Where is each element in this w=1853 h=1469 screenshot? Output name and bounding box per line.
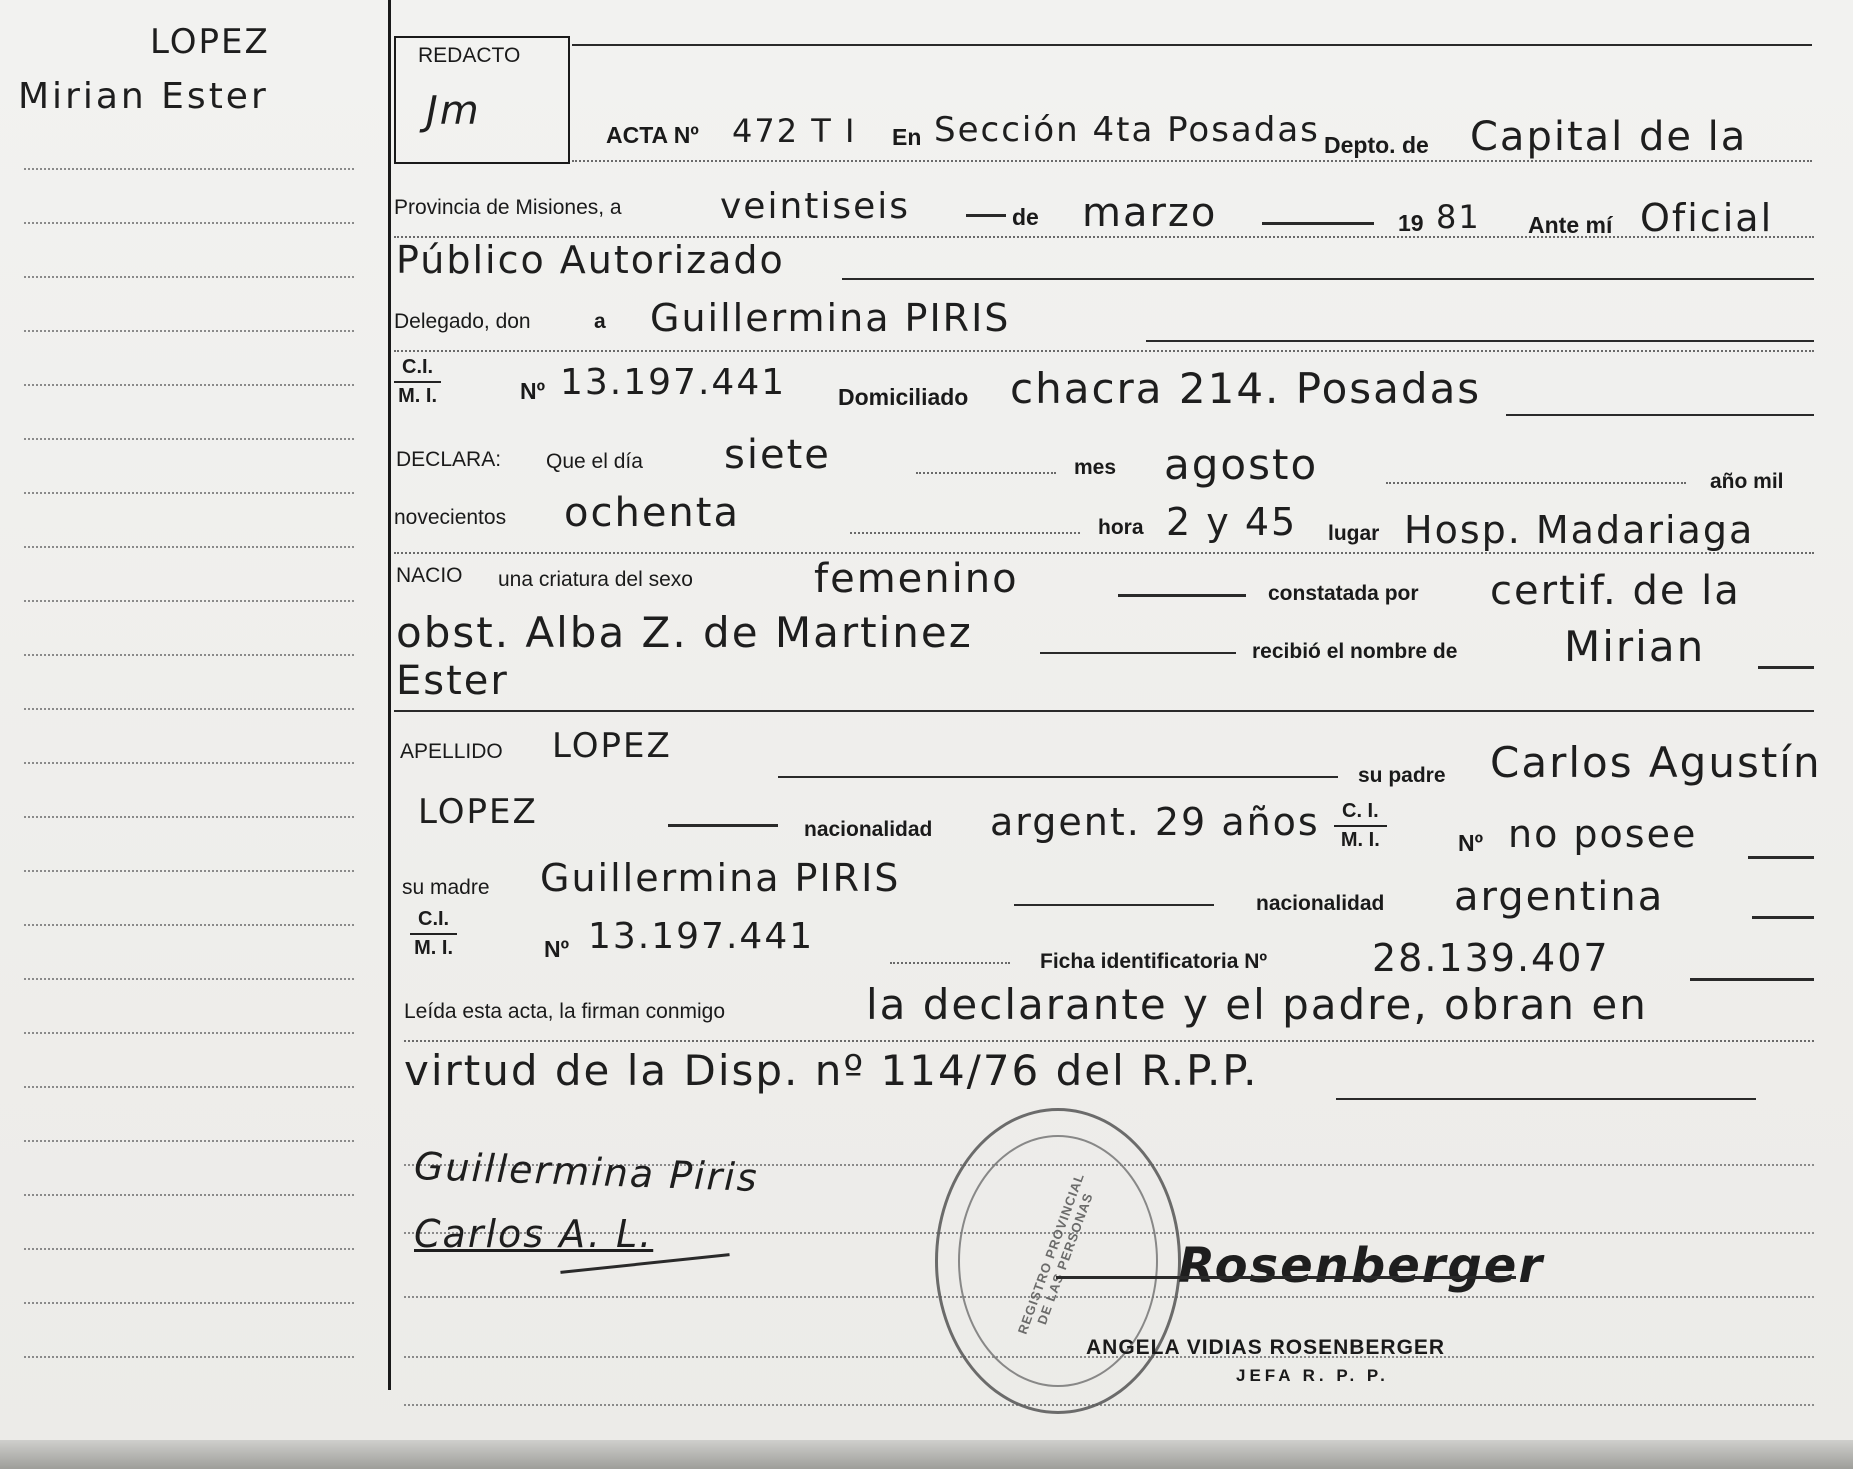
apellido-dash xyxy=(778,776,1338,778)
madre-nac-value: argentina xyxy=(1454,874,1665,920)
constatada-value: certif. de la xyxy=(1490,568,1741,614)
signature-left-2: Carlos A. L. xyxy=(414,1212,654,1256)
margin-ruled-line xyxy=(24,1302,354,1304)
margin-column xyxy=(0,0,380,1440)
doc1-no-label: Nº xyxy=(520,378,546,404)
year-suffix: 81 xyxy=(1436,198,1481,236)
doc1-frac-num: C.I. xyxy=(394,356,441,383)
margin-ruled-line xyxy=(24,438,354,440)
margin-ruled-line xyxy=(24,708,354,710)
acta-label: ACTA Nº xyxy=(606,122,699,148)
doc1-fraction xyxy=(394,356,441,408)
line4-underline xyxy=(394,350,1814,352)
officer-title: JEFA R. P. P. xyxy=(1236,1366,1389,1385)
margin-ruled-line xyxy=(24,384,354,386)
padre-nac-value: argent. 29 años xyxy=(990,800,1320,844)
padre-fraction xyxy=(1334,800,1387,852)
padre-value: Carlos Agustín xyxy=(1490,738,1822,787)
margin-ruled-line xyxy=(24,546,354,548)
de-label: de xyxy=(1012,204,1039,230)
provincia-label: Provincia de Misiones, a xyxy=(394,196,622,219)
margin-ruled-line xyxy=(24,924,354,926)
hora-value: 2 y 45 xyxy=(1166,500,1298,544)
padre-no-dash xyxy=(1748,856,1814,859)
margin-ruled-line xyxy=(24,1140,354,1142)
officer-name: ANGELA VIDIAS ROSENBERGER xyxy=(1086,1336,1446,1359)
top-rule xyxy=(572,44,1812,46)
margin-ruled-line xyxy=(24,654,354,656)
doc2-frac-num: C.I. xyxy=(410,908,457,935)
section-rule xyxy=(394,710,1814,712)
constatada-label: constatada por xyxy=(1268,582,1419,605)
year-prefix: 19 xyxy=(1398,210,1424,236)
month-value: marzo xyxy=(1082,190,1218,236)
margin-ruled-line xyxy=(24,1356,354,1358)
padre-nac-label: nacionalidad xyxy=(804,818,933,841)
doc2-number: 13.197.441 xyxy=(588,916,815,957)
obst-dash xyxy=(1040,652,1236,654)
madre-nac-label: nacionalidad xyxy=(1256,892,1385,915)
margin-ruled-line xyxy=(24,1032,354,1034)
nacio-label: NACIO xyxy=(396,564,463,587)
doc1-number: 13.197.441 xyxy=(560,362,787,403)
madre-label: su madre xyxy=(402,876,490,899)
ester-value: Ester xyxy=(396,658,509,704)
declara-label: DECLARA: xyxy=(396,448,502,471)
depto-value: Capital de la xyxy=(1470,114,1748,160)
declara-month-fill xyxy=(1386,482,1686,484)
doc2-no-label: Nº xyxy=(544,936,570,962)
declara-month: agosto xyxy=(1164,440,1319,489)
doc2-frac-den: M. I. xyxy=(414,937,453,959)
margin-given-names: Mirian Ester xyxy=(18,76,269,117)
margin-ruled-line xyxy=(24,222,354,224)
novecientos-value: ochenta xyxy=(564,490,740,536)
ante-label: Ante mí xyxy=(1528,212,1613,238)
doc1-frac-den: M. I. xyxy=(398,385,437,407)
padre-frac-den: M. I. xyxy=(1340,829,1380,851)
margin-ruled-line xyxy=(24,330,354,332)
acta-number: 472 T I xyxy=(732,112,857,150)
domicilio-dash xyxy=(1506,414,1814,416)
margin-ruled-line xyxy=(24,1086,354,1088)
delegado-value: Guillermina PIRIS xyxy=(650,296,1011,340)
padre-frac-num: C. I. xyxy=(1334,800,1387,827)
doc2-fraction xyxy=(410,908,457,960)
redacto-initials: Jm xyxy=(426,88,481,134)
padre-surname: LOPEZ xyxy=(418,792,538,832)
line3-value: Público Autorizado xyxy=(396,238,785,282)
day-dash xyxy=(966,214,1006,217)
margin-ruled-line xyxy=(24,276,354,278)
ficha-label: Ficha identificatoria Nº xyxy=(1040,950,1268,973)
ficha-value: 28.139.407 xyxy=(1372,936,1610,980)
leida-value1: la declarante y el padre, obran en xyxy=(866,980,1648,1029)
leida-value2: virtud de la Disp. nº 114/76 del R.P.P. xyxy=(404,1046,1259,1095)
obst-value: obst. Alba Z. de Martinez xyxy=(396,608,973,657)
depto-label: Depto. de xyxy=(1324,132,1429,158)
ante-value: Oficial xyxy=(1640,196,1774,240)
leida-dash xyxy=(1336,1098,1756,1100)
margin-ruled-line xyxy=(24,978,354,980)
apellido-value: LOPEZ xyxy=(552,726,672,766)
domicilio-value: chacra 214. Posadas xyxy=(1010,364,1482,413)
delegado-label: Delegado, don xyxy=(394,310,531,333)
margin-ruled-line xyxy=(24,492,354,494)
line1-underline xyxy=(572,160,1812,162)
redacto-label: REDACTO xyxy=(418,44,521,67)
declara-que-label: Que el día xyxy=(546,450,643,473)
margin-ruled-line xyxy=(24,168,354,170)
nombre-dash xyxy=(1758,666,1814,669)
signature-left-1: Guillermina Piris xyxy=(413,1143,760,1201)
hora-label: hora xyxy=(1098,516,1144,539)
nacio-dash xyxy=(1118,594,1246,597)
domicilio-label: Domiciliado xyxy=(838,384,969,410)
padre-no-label: Nº xyxy=(1458,830,1484,856)
nombre-value: Mirian xyxy=(1564,622,1706,671)
margin-ruled-line xyxy=(24,1248,354,1250)
madre-dash xyxy=(1014,904,1214,906)
margin-ruled-line xyxy=(24,870,354,872)
recibio-label: recibió el nombre de xyxy=(1252,640,1458,663)
margin-ruled-line xyxy=(24,816,354,818)
official-seal xyxy=(935,1108,1181,1414)
redacto-box xyxy=(394,36,570,164)
novecientos-fill xyxy=(850,532,1080,534)
apellido-label: APELLIDO xyxy=(400,740,503,763)
scan-edge xyxy=(0,1440,1853,1469)
ficha-dash xyxy=(1690,978,1814,981)
leida-label: Leída esta acta, la firman conmigo xyxy=(404,1000,726,1023)
madre-nac-dash xyxy=(1752,916,1814,919)
nacio-sexo: femenino xyxy=(814,556,1019,602)
signature-right-stroke xyxy=(1056,1276,1516,1279)
declara-day: siete xyxy=(724,432,831,478)
padre-surname-dash2 xyxy=(668,824,778,827)
month-dash xyxy=(1262,222,1374,225)
seccion-label: En xyxy=(892,124,922,150)
nacio-text: una criatura del sexo xyxy=(498,568,693,591)
declara-day-fill xyxy=(916,472,1056,474)
novecientos-label: novecientos xyxy=(394,506,507,529)
margin-ruled-line xyxy=(24,762,354,764)
madre-value: Guillermina PIRIS xyxy=(540,856,901,900)
line7-underline xyxy=(394,552,1814,554)
margin-surname: LOPEZ xyxy=(150,22,270,62)
margin-ruled-line xyxy=(24,1194,354,1196)
day-value: veintiseis xyxy=(720,186,911,227)
padre-no-value: no posee xyxy=(1508,812,1698,856)
signature-right: Rosenberger xyxy=(1178,1238,1545,1294)
padre-label: su padre xyxy=(1358,764,1446,787)
anio-label: año mil xyxy=(1710,470,1784,493)
seccion-value: Sección 4ta Posadas xyxy=(934,110,1320,150)
lugar-value: Hosp. Madariaga xyxy=(1404,508,1755,552)
body-ruled-line xyxy=(404,1404,1814,1406)
lugar-label: lugar xyxy=(1328,522,1380,545)
margin-divider xyxy=(388,0,391,1390)
declara-mes-label: mes xyxy=(1074,456,1117,479)
leida-underline xyxy=(404,1040,1814,1042)
margin-ruled-line xyxy=(24,600,354,602)
signature-left-stroke xyxy=(560,1253,729,1274)
seal-text: REGISTRO PROVINCIAL DE LAS PERSONAS xyxy=(1014,1170,1096,1337)
line3-dash xyxy=(842,278,1814,280)
delegado-dash xyxy=(1146,340,1814,342)
delegado-suffix: a xyxy=(594,310,606,333)
doc2-fill xyxy=(890,962,1010,964)
